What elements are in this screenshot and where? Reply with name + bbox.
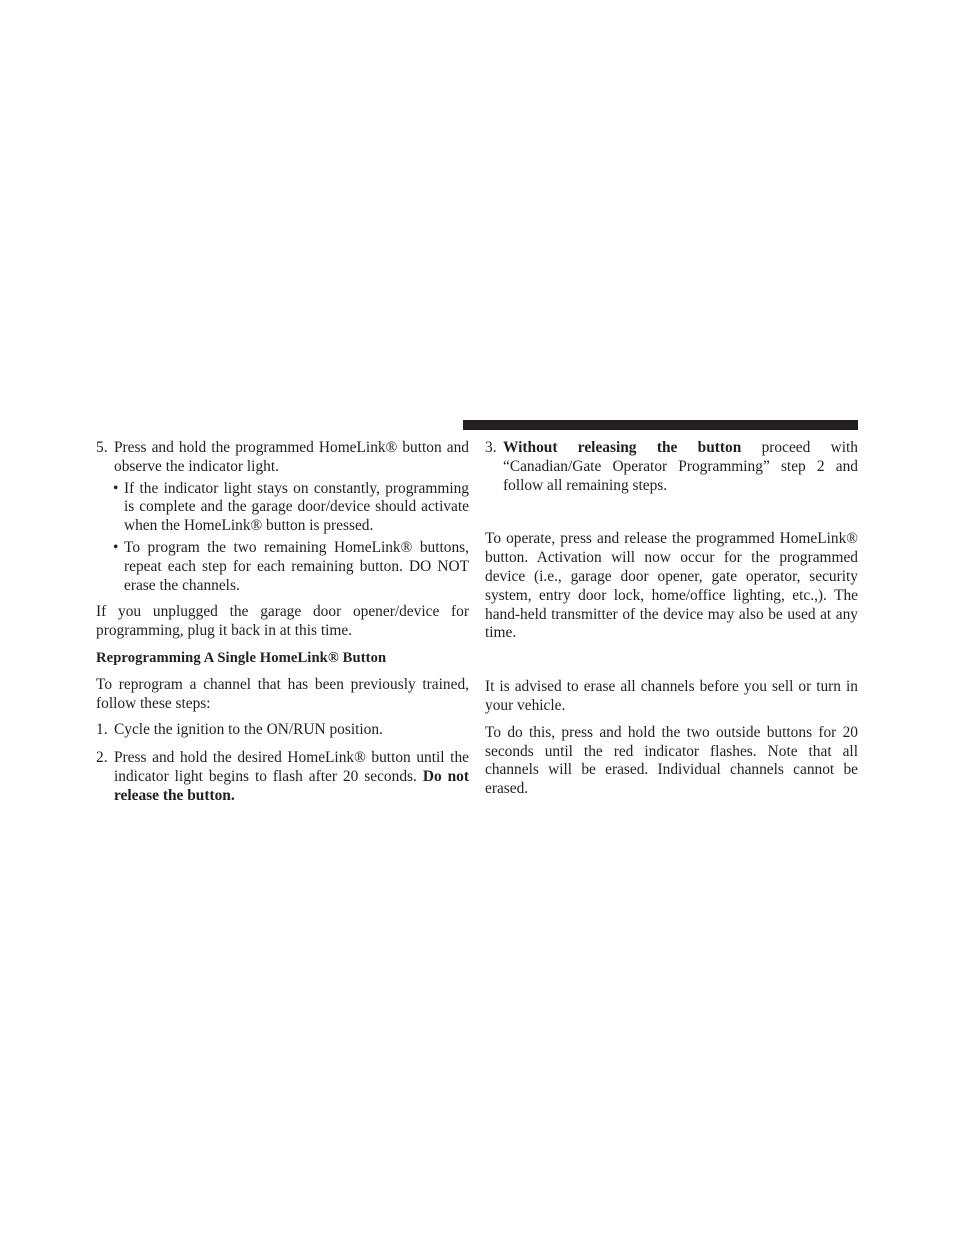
step-3-first-line — [503, 439, 858, 458]
step-bold-word: button — [697, 439, 742, 456]
step-number: 3. — [485, 439, 497, 456]
step-number: 2. — [96, 749, 108, 767]
step-bold-word: Without — [503, 439, 558, 456]
step-1 — [96, 721, 469, 740]
step-word: with — [830, 439, 858, 456]
step-warning: Do not release the button. — [114, 767, 469, 804]
step-3 — [485, 439, 858, 495]
step-text: Press and hold the programmed HomeLink® button and observe the indicator light. — [114, 439, 469, 475]
step-number: 5. — [96, 439, 108, 456]
operate-paragraph: To operate, press and release the programmed HomeLink® button. Activation will now occur for the programmed device (i.e., garage door opener, gate operator, security system, entry door lock, home/office lighting, etc.,). The hand-held transmitter of the device may also be used at any time. — [485, 530, 858, 642]
right-column — [485, 439, 858, 799]
step-text: Cycle the ignition to the ON/RUN position. — [114, 721, 383, 739]
step-text: Press and hold the desired HomeLink® button until the indicator light begins to flash after 20 seconds. — [114, 749, 469, 785]
step-2 — [96, 749, 469, 805]
reprogram-intro: To reprogram a channel that has been previously trained, follow these steps: — [96, 675, 469, 712]
bullet-text: To program the two remaining HomeLink® buttons, repeat each step for each remaining button. DO NOT erase the channels. — [124, 538, 469, 594]
step-word: proceed — [761, 439, 811, 456]
bullet-icon: • — [113, 479, 119, 497]
unplug-paragraph: If you unplugged the garage door opener/device for programming, plug it back in at this time. — [96, 603, 469, 640]
step-5 — [96, 439, 469, 477]
bullet-text: If the indicator light stays on constantly, programming is complete and the garage door/device should activate when the HomeLink® button is pressed. — [124, 479, 469, 535]
bullet-item — [96, 480, 469, 536]
step-number: 1. — [96, 721, 108, 739]
erase-instructions-paragraph: To do this, press and hold the two outside buttons for 20 seconds until the red indicator flashes. Note that all channels will be erased. Individual channels cannot be erased. — [485, 723, 858, 798]
step-bold-word: the — [656, 439, 678, 456]
step-text: “Canadian/Gate Operator Programming” step 2 and follow all remaining steps. — [503, 457, 858, 494]
bullet-item — [96, 539, 469, 595]
step-bold-word: releasing — [577, 439, 637, 456]
erase-paragraph: It is advised to erase all channels before you sell or turn in your vehicle. — [485, 678, 858, 714]
section-header-bar — [463, 420, 858, 430]
bullet-icon: • — [113, 538, 119, 556]
reprogram-heading: Reprogramming A Single HomeLink® Button — [96, 649, 387, 666]
left-column — [96, 439, 469, 806]
